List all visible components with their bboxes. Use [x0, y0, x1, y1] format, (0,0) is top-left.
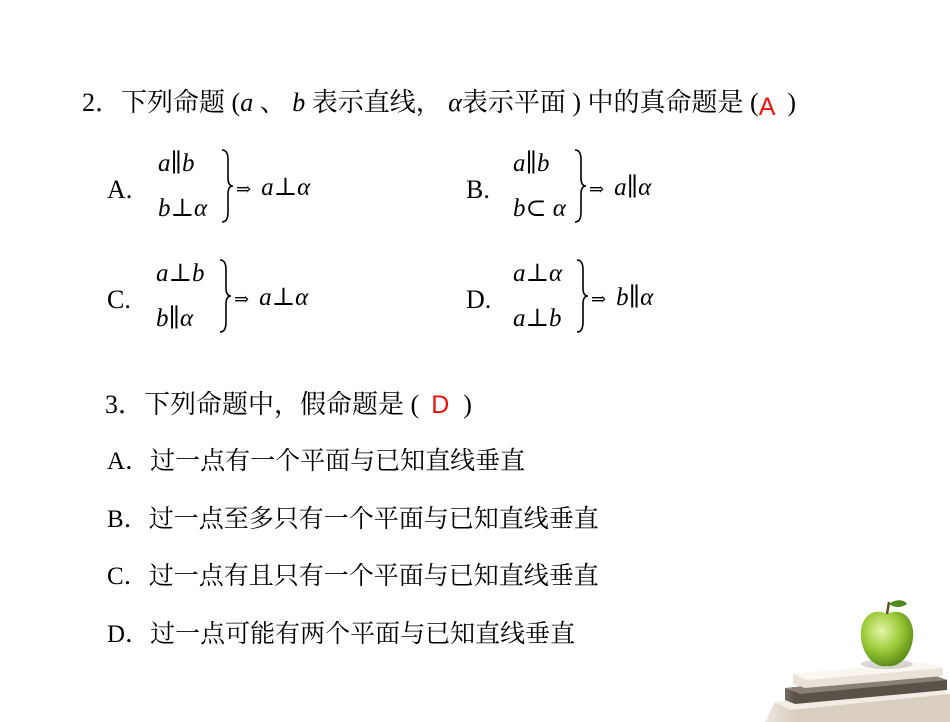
- q2-option-d-arrow: ⇒: [591, 289, 607, 309]
- q3-stem-end: ): [463, 390, 472, 419]
- q3-option-a-label: A．: [107, 448, 151, 475]
- q2-answer: A: [758, 93, 776, 121]
- q2-option-b-conclusion-expr: a∥α: [614, 174, 652, 201]
- q3-option-b-label: B．: [107, 506, 149, 533]
- q3-option-d: [107, 614, 575, 650]
- q2-option-b-conclusion: [589, 172, 651, 202]
- q2-stem: [82, 82, 796, 119]
- q2-option-d-conclusion: [591, 282, 653, 312]
- q3-number: 3．: [105, 390, 145, 419]
- q2-stem-part1: 下列命题 (: [121, 88, 241, 117]
- q2-option-a-brace: [220, 148, 234, 224]
- q3-option-c-label: C．: [107, 563, 149, 590]
- q2-option-a-arrow: ⇒: [236, 179, 252, 199]
- q2-option-c-premise-1: a⊥b: [156, 260, 205, 287]
- q2-option-c-arrow: ⇒: [234, 289, 250, 309]
- q3-option-a-text: 过一点有一个平面与已知直线垂直: [150, 448, 526, 475]
- q2-option-c-label: C.: [107, 285, 131, 314]
- q2-option-d-conclusion-expr: b∥α: [616, 284, 654, 311]
- q2-option-c-premise-2: b∥α: [156, 305, 194, 332]
- q2-option-b-brace: [573, 148, 587, 224]
- q3-option-d-label: D．: [107, 621, 151, 648]
- q3-option-d-text: 过一点可能有两个平面与已知直线垂直: [150, 621, 576, 648]
- q2-sep: 、: [259, 88, 286, 117]
- q3-option-a: [107, 441, 525, 477]
- q2-stem-end: ): [787, 88, 797, 117]
- q2-option-a-conclusion-expr: a⊥α: [261, 174, 311, 201]
- q3-option-c-text: 过一点有且只有一个平面与已知直线垂直: [148, 563, 599, 590]
- q2-option-d-label: D.: [466, 285, 492, 314]
- q2-stem-part2: 表示直线，: [311, 88, 442, 117]
- q2-option-a-premise-1: a∥b: [158, 150, 195, 177]
- q2-option-b-arrow: ⇒: [589, 179, 605, 199]
- q2-option-b-label: B.: [466, 175, 490, 204]
- q2-option-b-premise-2: b⊂ α: [513, 195, 566, 222]
- q2-option-d-brace: [575, 258, 589, 334]
- q2-option-c-brace: [218, 258, 232, 334]
- q3-answer: D: [431, 391, 450, 419]
- q3-option-b: [107, 499, 599, 535]
- q3-option-b-text: 过一点至多只有一个平面与已知直线垂直: [148, 506, 599, 533]
- q2-option-d-premise-1: a⊥α: [513, 260, 563, 287]
- apple-icon: [861, 600, 913, 669]
- q2-stem-part3: 表示平面 ) 中的真命题是 (: [461, 88, 759, 117]
- q3-option-c: [107, 556, 599, 592]
- q2-var-alpha: α: [448, 88, 462, 117]
- q2-var-a: a: [240, 88, 254, 117]
- q2-option-b-premise-1: a∥b: [513, 150, 550, 177]
- q3-stem-text: 下列命题中，假命题是 (: [144, 390, 420, 419]
- q2-option-c-conclusion-expr: a⊥α: [259, 284, 309, 311]
- q2-option-a-conclusion: [236, 172, 310, 202]
- q2-var-b: b: [292, 88, 306, 117]
- q2-option-a-premise-2: b⊥α: [158, 195, 208, 222]
- q2-option-d-premise-2: a⊥b: [513, 305, 562, 332]
- apple-books-decoration: [735, 590, 950, 722]
- q2-option-c-conclusion: [234, 282, 308, 312]
- q2-number: 2．: [82, 88, 122, 117]
- q2-option-a-label: A.: [107, 175, 133, 204]
- q3-stem: [105, 384, 472, 421]
